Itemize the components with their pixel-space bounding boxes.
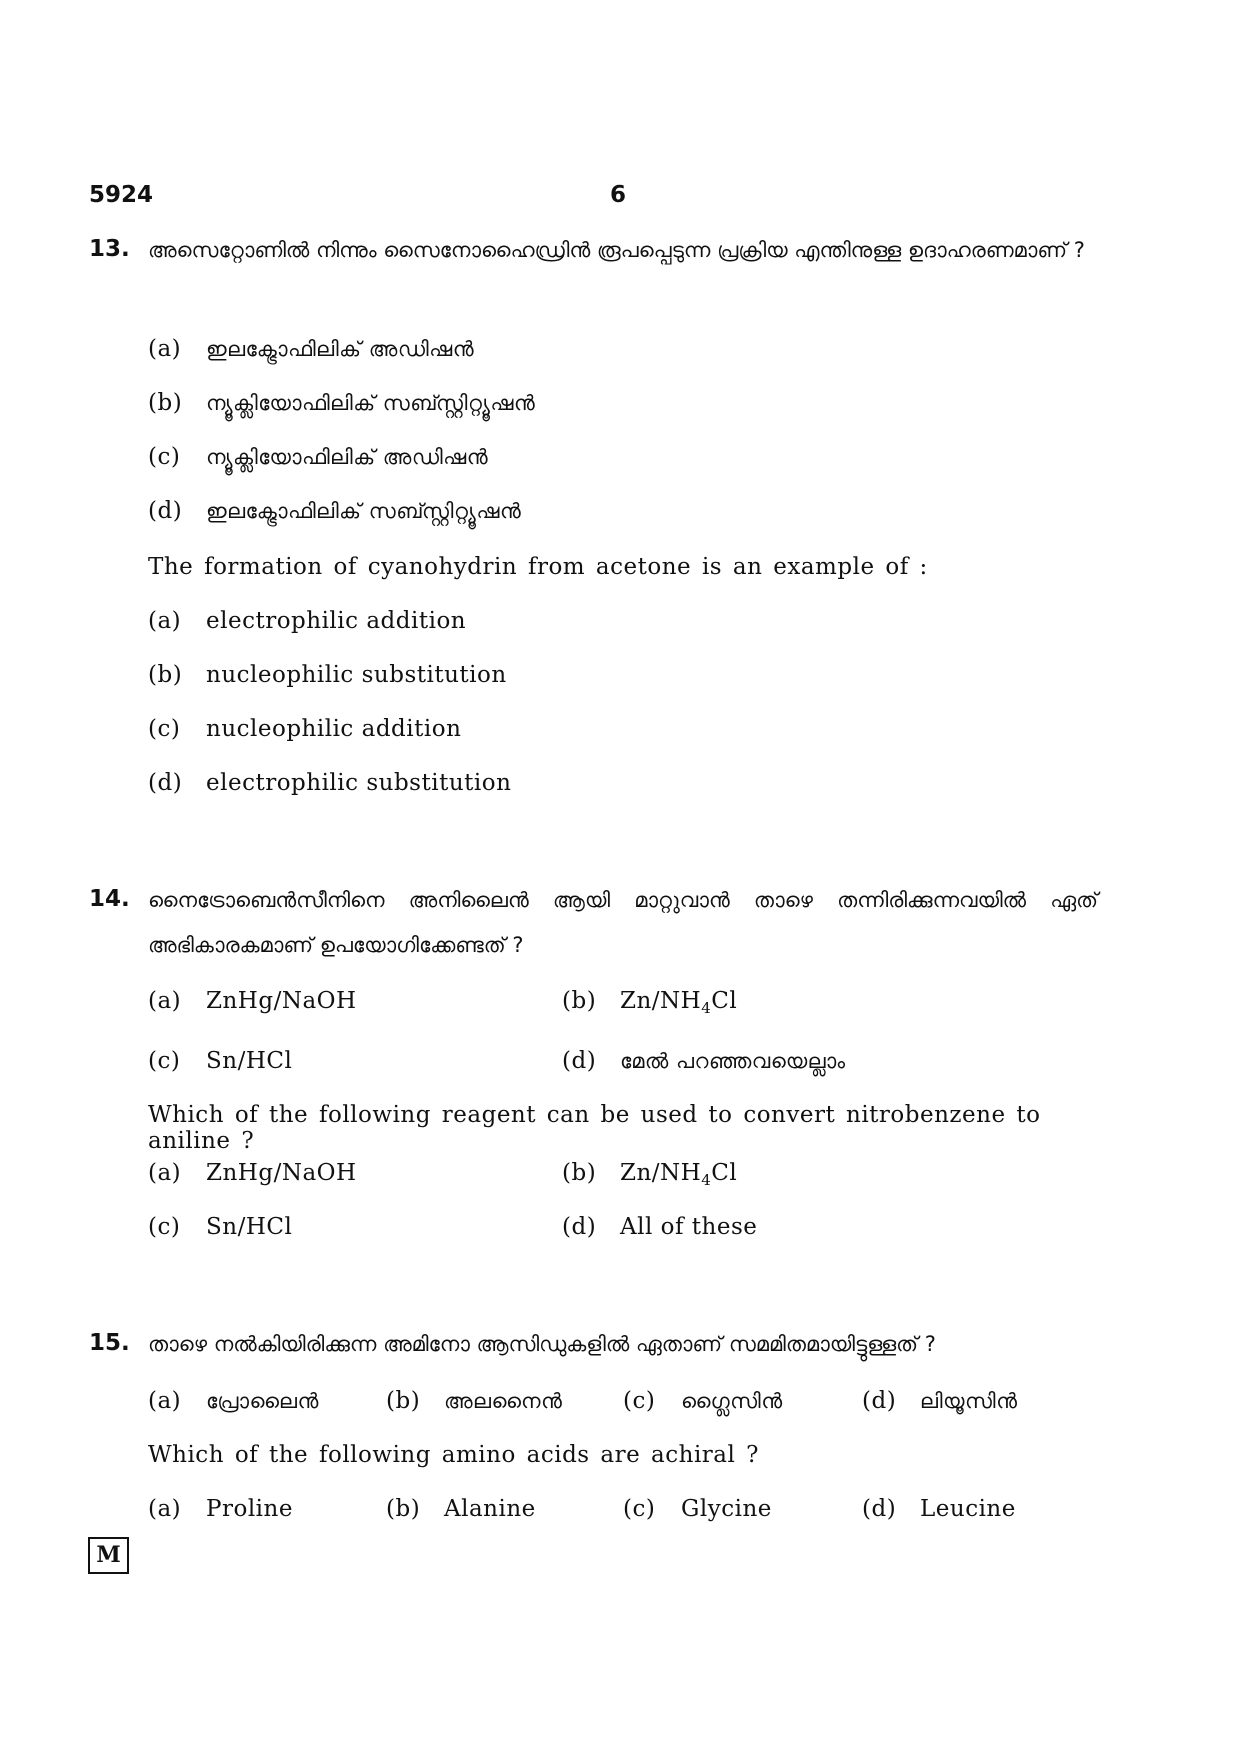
option-en-b (386, 1496, 536, 1522)
option-ml-b (148, 390, 535, 416)
option-text: ലിയൂസിൻ (920, 1389, 1018, 1413)
option-ml-c (148, 1048, 292, 1074)
option-text: nucleophilic substitution (206, 662, 507, 688)
option-label: (d) (562, 1048, 597, 1074)
option-text: പ്രോലൈൻ (206, 1389, 319, 1413)
option-ml-d (562, 1048, 846, 1074)
question-number: 15. (89, 1330, 130, 1356)
option-text: electrophilic addition (206, 608, 467, 634)
option-label: (a) (148, 608, 182, 634)
option-en-b (562, 1160, 737, 1189)
option-label: (c) (148, 1048, 181, 1074)
option-label: (c) (148, 716, 181, 742)
option-text: ന്യൂക്ലിയോഫിലിക് സബ്സ്റ്റിറ്റ്യൂഷൻ (206, 391, 536, 415)
page-number: 6 (610, 182, 627, 208)
option-label: (b) (386, 1388, 421, 1414)
medium-mark-box: M (88, 1537, 129, 1574)
option-label: (a) (148, 1160, 182, 1186)
option-label: (c) (623, 1388, 656, 1414)
option-ml-b (562, 988, 737, 1017)
option-label: (b) (148, 662, 183, 688)
option-label: (d) (148, 498, 183, 524)
option-ml-a (148, 988, 357, 1014)
option-text: All of these (620, 1214, 758, 1240)
option-text: Alanine (444, 1496, 536, 1522)
option-label: (b) (148, 390, 183, 416)
option-en-c (623, 1496, 772, 1522)
option-label: (d) (862, 1496, 897, 1522)
question-text-en: Which of the following amino acids are achiral ? (148, 1442, 760, 1468)
option-label: (a) (148, 1496, 182, 1522)
option-ml-b (386, 1388, 562, 1414)
question-text-ml: നൈട്രോബെൻസീനിനെ അനിലൈൻ ആയി മാറ്റുവാൻ താഴെ തന്നിരിക്കുന്നവയിൽ ഏത് അഭികാരകമാണ് ഉപയോഗിക്കേണ്ടത് ? (148, 888, 1098, 957)
option-label: (d) (562, 1214, 597, 1240)
option-en-d (562, 1214, 757, 1240)
option-label: (c) (148, 1214, 181, 1240)
option-en-a (148, 1160, 357, 1186)
option-text: ZnHg/NaOH (206, 988, 357, 1014)
option-en-a (148, 608, 466, 634)
question-text-en: The formation of cyanohydrin from acetone is an example of : (148, 554, 928, 580)
option-en-d (862, 1496, 1016, 1522)
option-text: Sn/HCl (206, 1214, 293, 1240)
option-text: ZnHg/NaOH (206, 1160, 357, 1186)
option-text: ഗ്ലൈസിൻ (681, 1389, 783, 1413)
option-text: ന്യൂക്ലിയോഫിലിക് അഡിഷൻ (206, 445, 489, 469)
option-label: (d) (148, 770, 183, 796)
option-label: (a) (148, 336, 182, 362)
option-ml-c (148, 444, 488, 470)
option-en-c (148, 1214, 292, 1240)
option-text: Leucine (920, 1496, 1016, 1522)
option-ml-d (862, 1388, 1018, 1414)
option-text: electrophilic substitution (206, 770, 512, 796)
option-label: (c) (148, 444, 181, 470)
option-text: nucleophilic addition (206, 716, 462, 742)
option-label: (c) (623, 1496, 656, 1522)
option-text: അലനൈൻ (444, 1389, 563, 1413)
question-text-en: Which of the following reagent can be used to convert nitrobenzene to aniline ? (148, 1102, 1041, 1154)
option-label: (b) (562, 1160, 597, 1186)
option-text: Sn/HCl (206, 1048, 293, 1074)
question-number: 13. (89, 236, 130, 262)
option-ml-d (148, 498, 521, 524)
option-ml-c (623, 1388, 783, 1414)
option-text: Glycine (681, 1496, 772, 1522)
option-text: $Zn/NH_4Cl$ (620, 1160, 738, 1189)
option-label: (b) (562, 988, 597, 1014)
option-text: ഇലക്ട്രോഫിലിക് അഡിഷൻ (206, 337, 475, 361)
option-en-d (148, 770, 511, 796)
option-label: (a) (148, 988, 182, 1014)
question-number: 14. (89, 886, 130, 912)
option-label: (b) (386, 1496, 421, 1522)
option-text: ഇലക്ട്രോഫിലിക് സബ്സ്റ്റിറ്റ്യൂഷൻ (206, 499, 522, 523)
option-text: $Zn/NH_4Cl$ (620, 988, 738, 1017)
option-text: മേൽ പറഞ്ഞവയെല്ലാം (620, 1049, 846, 1073)
question-text-ml: താഴെ നൽകിയിരിക്കുന്ന അമിനോ ആസിഡുകളിൽ ഏതാണ് സമമിതമായിട്ടുള്ളത് ? (148, 1332, 936, 1356)
question-text-ml: അസെറ്റോണിൽ നിന്നും സൈനോഹൈഡ്രിൻ രൂപപ്പെടുന്ന പ്രക്രിയ എന്തിനുള്ള ഉദാഹരണമാണ് ? (148, 238, 1085, 262)
option-text: Proline (206, 1496, 293, 1522)
option-ml-a (148, 336, 474, 362)
paper-code: 5924 (89, 182, 154, 208)
option-ml-a (148, 1388, 319, 1414)
option-en-a (148, 1496, 293, 1522)
option-label: (a) (148, 1388, 182, 1414)
option-en-c (148, 716, 461, 742)
option-label: (d) (862, 1388, 897, 1414)
option-en-b (148, 662, 507, 688)
